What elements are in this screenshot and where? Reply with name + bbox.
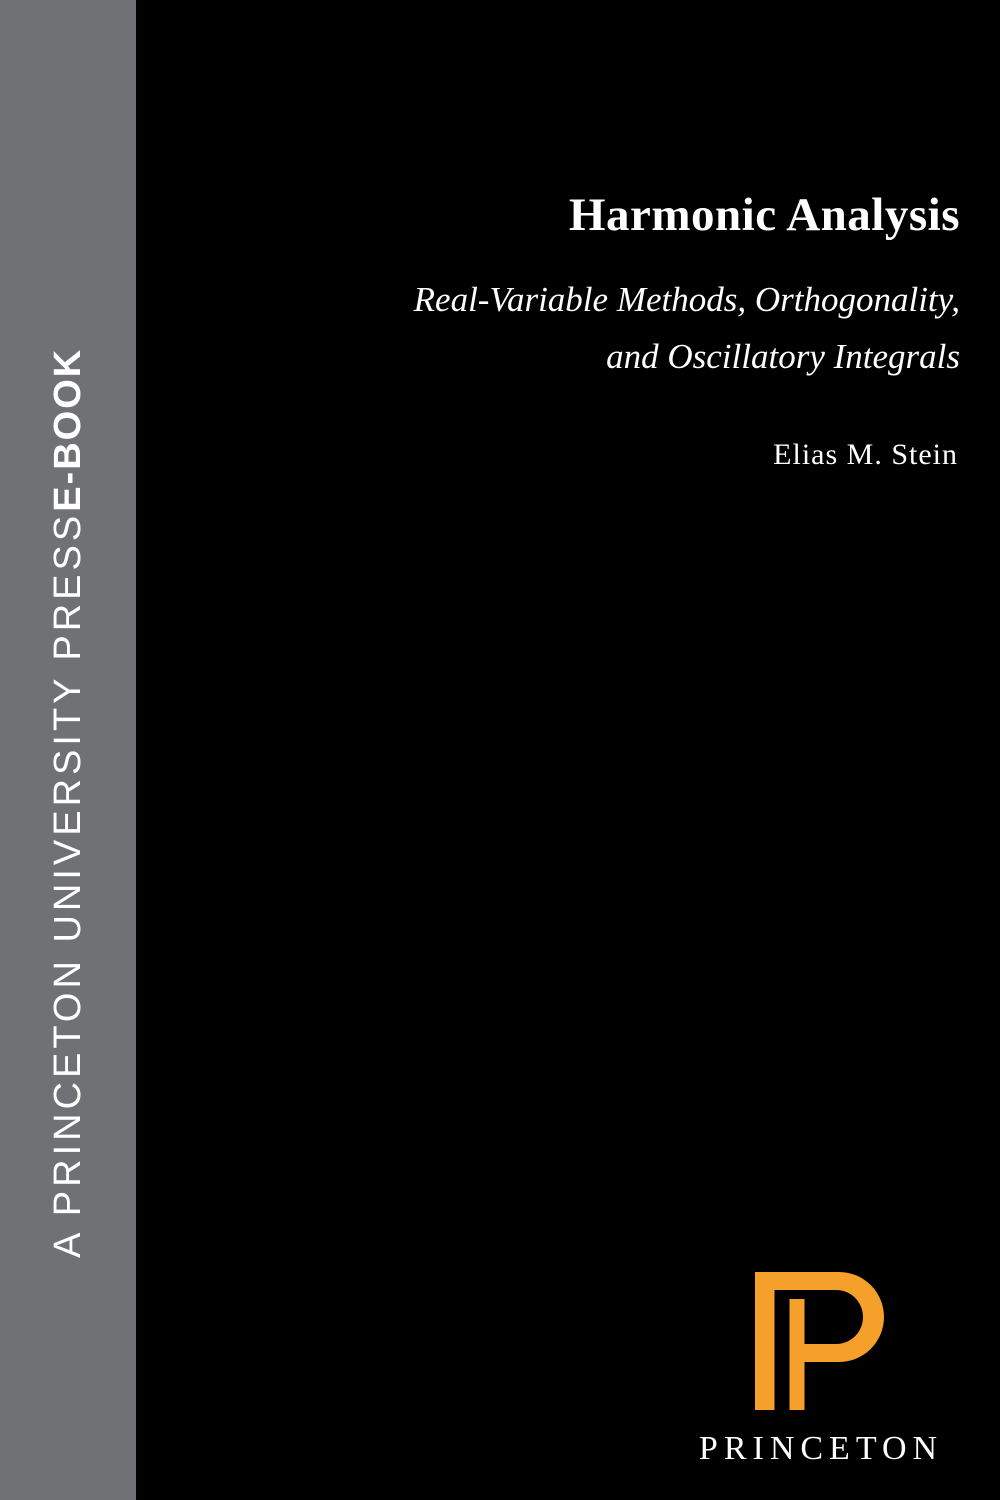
spine-label-prefix: A PRINCETON UNIVERSITY PRESS [46, 511, 89, 1258]
publisher-wordmark: PRINCETON [698, 1430, 944, 1467]
book-author: Elias M. Stein [773, 438, 958, 471]
spine-label-emphasis: E-BOOK [46, 347, 89, 512]
book-subtitle-line-1: Real-Variable Methods, Orthogonality, [413, 280, 960, 319]
spine-band [0, 0, 136, 1500]
spine-label [0, 0, 136, 1500]
princeton-p-logo-icon [746, 1266, 896, 1416]
cover-front-panel [136, 0, 1000, 1500]
book-subtitle-line-2: and Oscillatory Integrals [606, 336, 960, 376]
publisher-logo [686, 1266, 956, 1468]
book-subtitle [170, 272, 960, 385]
book-title: Harmonic Analysis [568, 189, 960, 241]
